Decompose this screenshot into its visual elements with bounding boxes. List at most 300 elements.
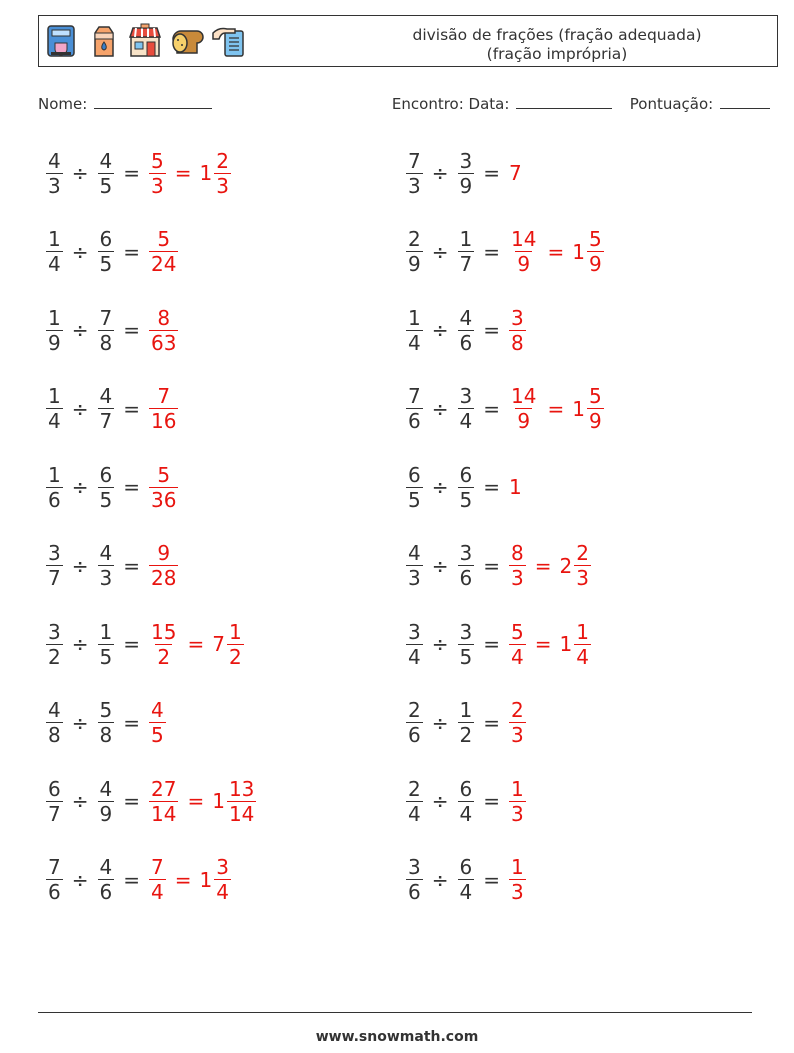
fraction	[149, 227, 178, 276]
equals-sign: =	[483, 632, 500, 656]
numerator: 9	[157, 541, 171, 565]
numerator: 4	[99, 541, 113, 565]
denominator: 3	[99, 566, 113, 590]
answer	[147, 541, 180, 590]
numerator: 6	[459, 462, 473, 487]
equals-sign: =	[547, 239, 565, 264]
problem-left-5	[44, 452, 180, 522]
numerator: 2	[408, 776, 421, 801]
numerator: 4	[48, 698, 61, 722]
fraction	[587, 384, 604, 433]
denominator: 4	[459, 409, 473, 433]
whole-part: 1	[199, 867, 213, 892]
fraction	[406, 620, 423, 669]
numerator: 3	[511, 305, 524, 330]
equals-sign: =	[123, 475, 140, 499]
numerator: 4	[408, 541, 421, 565]
numerator: 7	[99, 305, 113, 330]
denominator: 4	[511, 644, 524, 669]
numerator: 7	[151, 855, 164, 879]
fraction	[214, 855, 231, 904]
fraction	[98, 306, 115, 355]
divide-sign: ÷	[431, 161, 449, 185]
denominator: 6	[459, 566, 473, 590]
numerator: 5	[151, 148, 164, 173]
answer	[147, 620, 246, 669]
numerator: 5	[157, 227, 171, 251]
problem-left-1	[44, 138, 233, 208]
numerator: 4	[99, 148, 113, 173]
fraction	[98, 855, 115, 904]
whole-part: 1	[212, 789, 225, 813]
integer-answer: 7	[509, 161, 522, 185]
denominator: 2	[459, 723, 473, 747]
equals-sign: =	[547, 396, 565, 421]
numerator: 1	[511, 855, 524, 879]
numerator: 13	[228, 776, 255, 801]
denominator: 5	[99, 644, 113, 669]
fraction	[46, 777, 63, 826]
name-blank[interactable]	[94, 107, 212, 109]
fraction	[46, 855, 63, 904]
problem-left-7	[44, 609, 246, 679]
fraction	[458, 463, 475, 512]
answer	[507, 855, 528, 904]
denominator: 14	[228, 801, 255, 826]
divide-sign: ÷	[71, 396, 89, 421]
problem-right-4	[404, 374, 606, 444]
denominator: 3	[408, 173, 421, 198]
problem-right-7	[404, 609, 593, 679]
numerator: 4	[99, 776, 113, 801]
numerator: 1	[228, 619, 242, 644]
fraction	[509, 306, 526, 355]
denominator: 9	[588, 252, 602, 276]
fraction	[46, 463, 63, 512]
fraction	[458, 777, 475, 826]
equals-sign: =	[483, 396, 500, 421]
fraction	[509, 227, 538, 276]
denominator: 9	[588, 409, 602, 433]
equals-sign: =	[483, 789, 500, 813]
problem-left-10	[44, 845, 233, 915]
numerator: 8	[511, 541, 524, 565]
denominator: 6	[459, 330, 473, 355]
equals-sign: =	[483, 867, 500, 892]
fraction	[509, 698, 526, 747]
denominator: 3	[216, 173, 229, 198]
answer	[147, 698, 168, 747]
answer	[507, 475, 522, 499]
denominator: 3	[511, 566, 524, 590]
fraction	[46, 149, 63, 198]
footer-divider	[38, 1012, 752, 1013]
numerator: 5	[157, 462, 171, 487]
fraction	[46, 227, 63, 276]
answer	[507, 698, 528, 747]
numerator: 3	[48, 619, 61, 644]
denominator: 4	[48, 252, 61, 276]
numerator: 15	[151, 619, 177, 644]
hand-tablet-icon	[211, 23, 247, 61]
denominator: 5	[99, 173, 113, 198]
answer	[147, 855, 233, 904]
numerator: 4	[151, 698, 164, 722]
fraction	[149, 855, 166, 904]
numerator: 3	[459, 384, 473, 408]
fraction	[458, 620, 475, 669]
denominator: 5	[459, 644, 473, 669]
numerator: 27	[151, 776, 177, 801]
fraction	[406, 227, 423, 276]
equals-sign: =	[123, 161, 140, 185]
denominator: 9	[517, 409, 531, 433]
fraction	[509, 384, 538, 433]
numerator: 7	[408, 148, 421, 173]
fraction	[149, 698, 166, 747]
numerator: 4	[99, 384, 113, 408]
fraction	[98, 698, 115, 747]
divide-sign: ÷	[431, 789, 449, 813]
fraction	[574, 620, 591, 669]
equals-sign: =	[123, 239, 140, 264]
denominator: 9	[459, 173, 473, 198]
denominator: 6	[408, 880, 421, 904]
denominator: 5	[459, 487, 473, 512]
denominator: 8	[511, 330, 524, 355]
numerator: 2	[216, 148, 229, 173]
denominator: 7	[48, 801, 61, 826]
divide-sign: ÷	[71, 318, 89, 342]
denominator: 2	[228, 644, 242, 669]
equals-sign: =	[534, 553, 552, 578]
divide-sign: ÷	[431, 710, 449, 735]
fraction	[98, 777, 115, 826]
divide-sign: ÷	[431, 632, 449, 656]
numerator: 2	[511, 698, 524, 722]
fraction	[509, 777, 526, 826]
denominator: 28	[151, 566, 177, 590]
fraction	[458, 541, 475, 590]
numerator: 6	[459, 776, 473, 801]
divide-sign: ÷	[431, 318, 449, 342]
coffee-machine-icon	[43, 23, 79, 61]
numerator: 2	[408, 227, 421, 251]
denominator: 8	[48, 723, 61, 747]
numerator: 6	[408, 462, 421, 487]
equals-sign: =	[483, 553, 500, 578]
fraction	[46, 306, 63, 355]
fraction	[149, 463, 178, 512]
numerator: 1	[459, 227, 473, 251]
denominator: 3	[576, 566, 589, 590]
numerator: 7	[157, 384, 171, 408]
answer	[507, 384, 606, 433]
header-icons	[43, 23, 247, 61]
fraction	[98, 149, 115, 198]
fraction	[149, 777, 178, 826]
divide-sign: ÷	[431, 239, 449, 264]
numerator: 3	[408, 855, 421, 879]
answer	[147, 149, 233, 198]
numerator: 3	[459, 619, 473, 644]
denominator: 2	[157, 644, 171, 669]
fraction	[98, 620, 115, 669]
integer-answer: 1	[509, 475, 522, 499]
answer	[147, 463, 180, 512]
divide-sign: ÷	[431, 396, 449, 421]
numerator: 4	[99, 855, 113, 879]
answer	[147, 384, 180, 433]
problem-right-6	[404, 531, 593, 601]
numerator: 3	[459, 541, 473, 565]
fraction	[406, 149, 423, 198]
fraction	[227, 777, 256, 826]
fraction	[574, 541, 591, 590]
denominator: 5	[99, 252, 113, 276]
problem-right-5	[404, 452, 522, 522]
problem-right-3	[404, 295, 528, 365]
date-blank[interactable]	[516, 107, 612, 109]
fraction	[149, 384, 178, 433]
whole-part: 1	[572, 396, 585, 421]
denominator: 2	[48, 644, 61, 669]
denominator: 7	[459, 252, 473, 276]
divide-sign: ÷	[71, 632, 89, 656]
problem-left-2	[44, 217, 180, 287]
denominator: 3	[511, 723, 524, 747]
numerator: 5	[511, 619, 524, 644]
problem-right-1	[404, 138, 522, 208]
denominator: 4	[151, 880, 164, 904]
fraction	[458, 227, 475, 276]
worksheet-title	[377, 26, 737, 64]
bread-icon	[169, 23, 205, 61]
equals-sign: =	[187, 789, 205, 813]
numerator: 1	[48, 305, 61, 330]
numerator: 2	[408, 698, 421, 722]
denominator: 14	[151, 801, 177, 826]
numerator: 1	[48, 384, 61, 408]
problem-left-9	[44, 766, 258, 836]
numerator: 5	[588, 227, 602, 251]
answer	[507, 161, 522, 185]
fraction	[509, 620, 526, 669]
numerator: 1	[511, 776, 524, 801]
milk-carton-icon	[85, 23, 121, 61]
denominator: 5	[151, 723, 164, 747]
numerator: 3	[408, 619, 421, 644]
numerator: 3	[459, 148, 473, 173]
fraction	[98, 227, 115, 276]
numerator: 3	[216, 855, 229, 879]
problem-left-3	[44, 295, 180, 365]
equals-sign: =	[123, 710, 140, 735]
score-blank[interactable]	[720, 107, 770, 109]
fraction	[149, 149, 166, 198]
problem-right-9	[404, 766, 528, 836]
denominator: 6	[48, 880, 61, 904]
denominator: 7	[48, 566, 61, 590]
denominator: 63	[151, 330, 177, 355]
numerator: 1	[48, 462, 61, 487]
numerator: 6	[48, 776, 61, 801]
denominator: 4	[216, 880, 229, 904]
equals-sign: =	[483, 239, 500, 264]
denominator: 6	[408, 723, 421, 747]
name-label: Nome:	[38, 95, 88, 113]
numerator: 3	[48, 541, 61, 565]
fraction	[149, 306, 178, 355]
fraction	[149, 620, 178, 669]
equals-sign: =	[123, 867, 140, 892]
numerator: 1	[576, 619, 589, 644]
denominator: 8	[99, 330, 113, 355]
fraction	[406, 384, 423, 433]
numerator: 1	[99, 619, 113, 644]
denominator: 5	[99, 487, 113, 512]
answer	[147, 306, 180, 355]
equals-sign: =	[483, 161, 500, 185]
fraction	[406, 541, 423, 590]
denominator: 5	[408, 487, 421, 512]
denominator: 16	[151, 409, 177, 433]
numerator: 6	[99, 462, 113, 487]
numerator: 1	[408, 305, 421, 330]
divide-sign: ÷	[71, 789, 89, 813]
whole-part: 2	[559, 553, 573, 578]
equals-sign: =	[123, 553, 140, 578]
numerator: 1	[459, 698, 473, 722]
whole-part: 1	[559, 632, 573, 656]
equals-sign: =	[483, 710, 500, 735]
equals-sign: =	[123, 396, 140, 421]
fraction	[458, 698, 475, 747]
problem-left-4	[44, 374, 180, 444]
denominator: 4	[408, 330, 421, 355]
denominator: 8	[99, 723, 113, 747]
denominator: 3	[151, 173, 164, 198]
denominator: 4	[408, 644, 421, 669]
date-score-field	[392, 95, 770, 113]
equals-sign: =	[123, 318, 140, 342]
numerator: 4	[48, 148, 61, 173]
fraction	[406, 463, 423, 512]
fraction	[458, 855, 475, 904]
numerator: 2	[576, 541, 589, 565]
fraction	[149, 541, 178, 590]
fraction	[46, 384, 63, 433]
denominator: 3	[48, 173, 61, 198]
numerator: 6	[459, 855, 473, 879]
fraction	[98, 541, 115, 590]
fraction	[214, 149, 231, 198]
answer	[147, 227, 180, 276]
whole-part: 7	[212, 632, 225, 656]
numerator: 5	[588, 384, 602, 408]
equals-sign: =	[483, 475, 500, 499]
answer	[507, 620, 593, 669]
denominator: 4	[408, 801, 421, 826]
answer	[507, 227, 606, 276]
fraction	[406, 306, 423, 355]
equals-sign: =	[123, 789, 140, 813]
problem-right-2	[404, 217, 606, 287]
fraction	[458, 384, 475, 433]
fraction	[458, 306, 475, 355]
divide-sign: ÷	[71, 867, 89, 892]
numerator: 14	[511, 227, 537, 251]
answer	[147, 777, 258, 826]
denominator: 3	[511, 880, 524, 904]
numerator: 6	[99, 227, 113, 251]
fraction	[509, 855, 526, 904]
shop-icon	[127, 23, 163, 61]
equals-sign: =	[123, 632, 140, 656]
denominator: 9	[48, 330, 61, 355]
denominator: 9	[408, 252, 421, 276]
fraction	[227, 620, 244, 669]
equals-sign: =	[534, 632, 552, 656]
denominator: 4	[459, 880, 473, 904]
fraction	[406, 777, 423, 826]
divide-sign: ÷	[431, 867, 449, 892]
divide-sign: ÷	[431, 475, 449, 499]
numerator: 1	[48, 227, 61, 251]
equals-sign: =	[174, 161, 192, 185]
whole-part: 1	[199, 161, 213, 185]
answer	[507, 541, 593, 590]
answer	[507, 777, 528, 826]
fraction	[458, 149, 475, 198]
numerator: 7	[48, 855, 61, 879]
denominator: 4	[48, 409, 61, 433]
fraction	[46, 620, 63, 669]
denominator: 9	[99, 801, 113, 826]
whole-part: 1	[572, 239, 585, 264]
title-line-1: divisão de frações (fração adequada)	[412, 26, 702, 44]
denominator: 6	[408, 409, 421, 433]
divide-sign: ÷	[71, 475, 89, 499]
problem-right-10	[404, 845, 528, 915]
fraction	[46, 698, 63, 747]
footer-url: www.snowmath.com	[315, 1029, 479, 1045]
numerator: 5	[99, 698, 113, 722]
title-line-2: (fração imprópria)	[486, 45, 628, 63]
fraction	[406, 855, 423, 904]
divide-sign: ÷	[71, 710, 89, 735]
divide-sign: ÷	[71, 161, 89, 185]
denominator: 36	[151, 487, 177, 512]
denominator: 24	[151, 252, 177, 276]
fraction	[587, 227, 604, 276]
numerator: 8	[157, 305, 171, 330]
numerator: 4	[459, 305, 473, 330]
denominator: 3	[511, 801, 524, 826]
problem-right-8	[404, 688, 528, 758]
name-field	[38, 95, 212, 113]
worksheet-header	[38, 15, 778, 67]
denominator: 6	[99, 880, 113, 904]
fraction	[98, 463, 115, 512]
fraction	[509, 541, 526, 590]
denominator: 4	[459, 801, 473, 826]
fraction	[98, 384, 115, 433]
numerator: 7	[408, 384, 421, 408]
divide-sign: ÷	[71, 239, 89, 264]
denominator: 4	[576, 644, 589, 669]
problem-left-8	[44, 688, 168, 758]
